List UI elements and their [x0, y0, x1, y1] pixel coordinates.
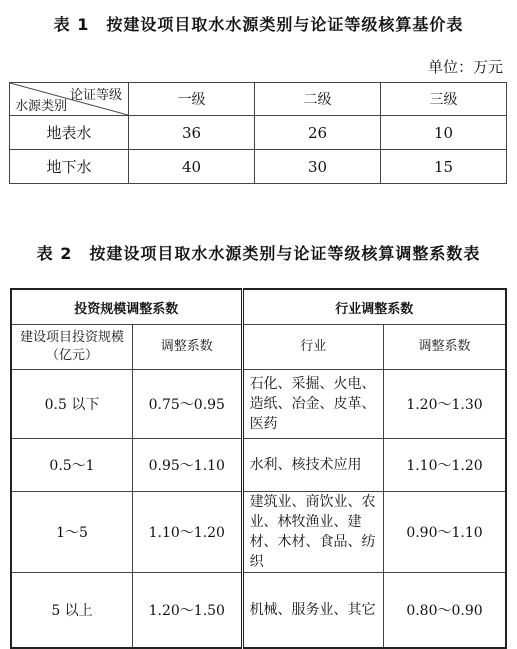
- sub-header: 行业: [242, 325, 383, 370]
- corner-bottom-label: 水源类别: [15, 99, 68, 114]
- table-row: [11, 439, 506, 492]
- base-price-table: [9, 82, 507, 184]
- table-row: [10, 116, 507, 150]
- table2-title: 表 2 按建设项目取水水源类别与论证等级核算调整系数表: [36, 244, 481, 263]
- sub-header: 调整系数: [133, 325, 243, 370]
- sub-header: 调整系数: [383, 325, 506, 370]
- cell-value: 36: [129, 116, 255, 150]
- table1-title: 表 1 按建设项目取水水源类别与论证等级核算基价表: [53, 15, 464, 34]
- cell-value: 10: [381, 116, 507, 150]
- col-header: 三级: [381, 83, 507, 116]
- table1-unit: 单位：万元: [427, 58, 503, 76]
- scale-cell: 1～5: [11, 492, 133, 573]
- scale-coef-cell: 0.95～1.10: [133, 439, 243, 492]
- group-header-investment: 投资规模调整系数: [11, 289, 242, 325]
- corner-top-label: 论证等级: [69, 88, 122, 103]
- cell-value: 40: [129, 150, 255, 184]
- scale-coef-cell: 1.10～1.20: [133, 492, 243, 573]
- table-row: [10, 150, 507, 184]
- industry-coef-cell: 1.20～1.30: [383, 370, 506, 439]
- table-row: [11, 370, 506, 439]
- cell-value: 26: [255, 116, 381, 150]
- scale-coef-cell: 0.75～0.95: [133, 370, 243, 439]
- cell-value: 15: [381, 150, 507, 184]
- industry-cell: 机械、服务业、其它: [242, 573, 383, 649]
- table-row: [11, 492, 506, 573]
- group-header-industry: 行业调整系数: [242, 289, 506, 325]
- group-header-row: [11, 289, 506, 325]
- corner-header-cell: [10, 83, 129, 116]
- sub-header-row: [11, 325, 506, 370]
- table-header-row: [10, 83, 507, 116]
- cell-value: 30: [255, 150, 381, 184]
- adjustment-coefficient-table: [10, 288, 507, 649]
- industry-coef-cell: 0.90～1.10: [383, 492, 506, 573]
- row-label: 地下水: [10, 150, 129, 184]
- industry-cell: 水利、核技术应用: [242, 439, 383, 492]
- col-header: 一级: [129, 83, 255, 116]
- scale-coef-cell: 1.20～1.50: [133, 573, 243, 649]
- industry-coef-cell: 0.80～0.90: [383, 573, 506, 649]
- scale-cell: 0.5 以下: [11, 370, 133, 439]
- scale-cell: 0.5～1: [11, 439, 133, 492]
- industry-cell: 石化、采掘、火电、造纸、冶金、皮革、医药: [242, 370, 383, 439]
- scale-cell: 5 以上: [11, 573, 133, 649]
- col-header: 二级: [255, 83, 381, 116]
- industry-coef-cell: 1.10～1.20: [383, 439, 506, 492]
- table-row: [11, 573, 506, 649]
- row-label: 地表水: [10, 116, 129, 150]
- sub-header: 建设项目投资规模（亿元）: [11, 325, 133, 370]
- industry-cell: 建筑业、商饮业、农业、林牧渔业、建材、木材、食品、纺织: [242, 492, 383, 573]
